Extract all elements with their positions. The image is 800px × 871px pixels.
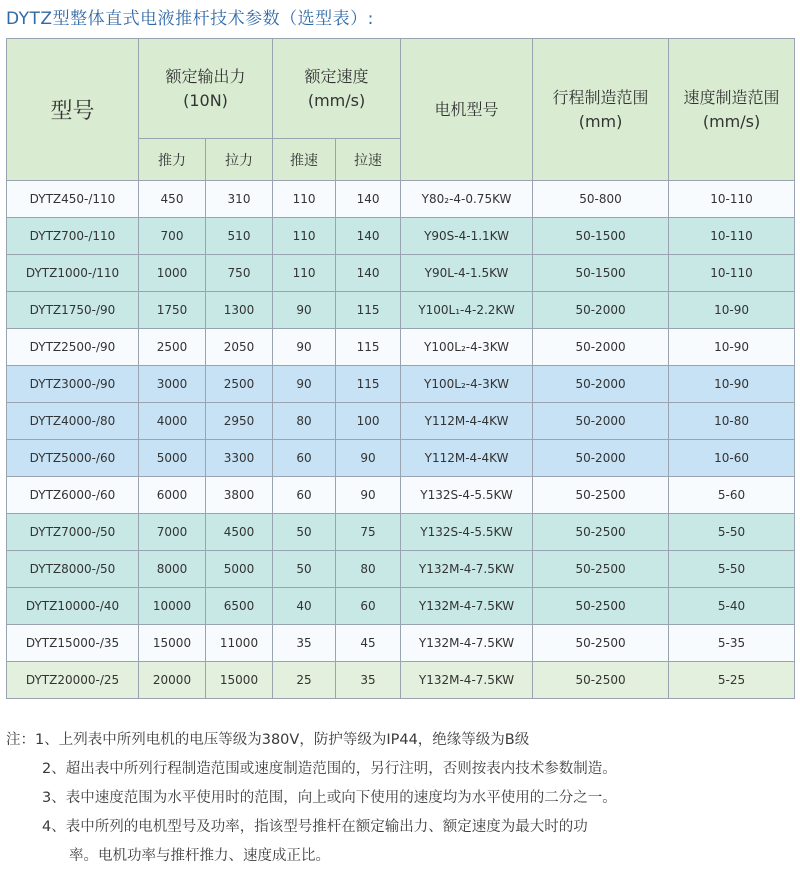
- cell-pull-force: 11000: [206, 625, 273, 662]
- header-rated-speed-unit: (mm/s): [307, 90, 366, 110]
- cell-pull-force: 2050: [206, 329, 273, 366]
- header-rated-output-force-unit: (10N): [183, 90, 228, 110]
- cell-stroke: 50-2500: [533, 477, 669, 514]
- table-body: [7, 181, 795, 699]
- cell-pull-speed: 90: [336, 440, 401, 477]
- cell-pull-speed: 45: [336, 625, 401, 662]
- cell-push-speed: 110: [273, 218, 336, 255]
- table-row: [7, 366, 795, 403]
- cell-speed-range: 10-80: [669, 403, 795, 440]
- cell-push-speed: 80: [273, 403, 336, 440]
- cell-pull-speed: 75: [336, 514, 401, 551]
- cell-pull-speed: 115: [336, 366, 401, 403]
- cell-speed-range: 5-50: [669, 551, 795, 588]
- cell-model: DYTZ450-/110: [7, 181, 139, 218]
- header-model: 型号: [7, 39, 139, 181]
- cell-model: DYTZ1000-/110: [7, 255, 139, 292]
- cell-stroke: 50-2500: [533, 551, 669, 588]
- notes: [6, 726, 796, 871]
- cell-motor: Y80₂-4-0.75KW: [401, 181, 533, 218]
- cell-push-force: 6000: [139, 477, 206, 514]
- cell-stroke: 50-2000: [533, 329, 669, 366]
- table-row: [7, 477, 795, 514]
- cell-push-force: 4000: [139, 403, 206, 440]
- header-stroke-range: [533, 39, 669, 181]
- cell-model: DYTZ1750-/90: [7, 292, 139, 329]
- cell-motor: Y132M-4-7.5KW: [401, 551, 533, 588]
- cell-push-force: 2500: [139, 329, 206, 366]
- note-item-2: [6, 755, 796, 784]
- table-header: [7, 39, 795, 181]
- cell-pull-speed: 115: [336, 329, 401, 366]
- cell-speed-range: 10-90: [669, 329, 795, 366]
- note-text-4: 4、表中所列的电机型号及功率，指该型号推杆在额定输出力、额定速度为最大时的功: [42, 819, 588, 835]
- cell-motor: Y112M-4-4KW: [401, 403, 533, 440]
- note-item-1: [6, 726, 796, 755]
- cell-motor: Y100L₂-4-3KW: [401, 366, 533, 403]
- cell-push-speed: 90: [273, 366, 336, 403]
- cell-push-speed: 35: [273, 625, 336, 662]
- cell-speed-range: 10-110: [669, 218, 795, 255]
- note-item-4-continuation: [6, 842, 796, 871]
- cell-push-speed: 25: [273, 662, 336, 699]
- header-push-force: 推力: [139, 139, 206, 181]
- cell-pull-force: 510: [206, 218, 273, 255]
- header-speed-range-label: 速度制造范围: [683, 87, 780, 107]
- page-title: DYTZ型整体直式电液推杆技术参数（选型表）:: [6, 9, 374, 29]
- cell-stroke: 50-2000: [533, 440, 669, 477]
- cell-pull-speed: 115: [336, 292, 401, 329]
- cell-push-force: 450: [139, 181, 206, 218]
- header-motor-model: 电机型号: [401, 39, 533, 181]
- note-text-4-continuation: 率。电机功率与推杆推力、速度成正比。: [69, 848, 330, 864]
- table-row: [7, 514, 795, 551]
- cell-push-force: 15000: [139, 625, 206, 662]
- header-rated-speed: [273, 39, 401, 139]
- cell-speed-range: 10-110: [669, 255, 795, 292]
- cell-stroke: 50-2500: [533, 625, 669, 662]
- header-rated-speed-label: 额定速度: [304, 66, 369, 86]
- cell-pull-force: 4500: [206, 514, 273, 551]
- cell-speed-range: 5-35: [669, 625, 795, 662]
- cell-pull-speed: 80: [336, 551, 401, 588]
- cell-push-speed: 40: [273, 588, 336, 625]
- cell-push-speed: 60: [273, 440, 336, 477]
- table-row: [7, 329, 795, 366]
- cell-model: DYTZ2500-/90: [7, 329, 139, 366]
- header-rated-output-force-label: 额定输出力: [165, 66, 246, 86]
- table-row: [7, 218, 795, 255]
- cell-push-force: 700: [139, 218, 206, 255]
- cell-stroke: 50-2500: [533, 514, 669, 551]
- cell-pull-force: 6500: [206, 588, 273, 625]
- cell-push-speed: 50: [273, 551, 336, 588]
- cell-stroke: 50-2000: [533, 292, 669, 329]
- cell-push-force: 20000: [139, 662, 206, 699]
- table-row: [7, 255, 795, 292]
- cell-pull-speed: 60: [336, 588, 401, 625]
- cell-pull-speed: 140: [336, 181, 401, 218]
- header-speed-range: [669, 39, 795, 181]
- header-rated-output-force: [139, 39, 273, 139]
- cell-motor: Y100L₂-4-3KW: [401, 329, 533, 366]
- cell-model: DYTZ700-/110: [7, 218, 139, 255]
- cell-model: DYTZ7000-/50: [7, 514, 139, 551]
- cell-pull-force: 3800: [206, 477, 273, 514]
- note-text-1: 1、上列表中所列电机的电压等级为380V，防护等级为IP44，绝缘等级为B级: [35, 732, 530, 748]
- cell-stroke: 50-2500: [533, 588, 669, 625]
- cell-speed-range: 5-50: [669, 514, 795, 551]
- header-stroke-range-unit: (mm): [578, 111, 623, 131]
- cell-pull-force: 5000: [206, 551, 273, 588]
- cell-push-force: 7000: [139, 514, 206, 551]
- cell-push-speed: 90: [273, 329, 336, 366]
- cell-pull-force: 750: [206, 255, 273, 292]
- cell-pull-force: 3300: [206, 440, 273, 477]
- cell-motor: Y90L-4-1.5KW: [401, 255, 533, 292]
- cell-model: DYTZ15000-/35: [7, 625, 139, 662]
- cell-model: DYTZ8000-/50: [7, 551, 139, 588]
- header-push-speed: 推速: [273, 139, 336, 181]
- header-pull-force: 拉力: [206, 139, 273, 181]
- cell-model: DYTZ10000-/40: [7, 588, 139, 625]
- cell-speed-range: 5-40: [669, 588, 795, 625]
- cell-stroke: 50-2000: [533, 366, 669, 403]
- cell-push-force: 3000: [139, 366, 206, 403]
- cell-push-speed: 90: [273, 292, 336, 329]
- spec-table: [6, 38, 795, 699]
- cell-speed-range: 10-90: [669, 292, 795, 329]
- table-row: [7, 181, 795, 218]
- table-row: [7, 551, 795, 588]
- cell-pull-speed: 90: [336, 477, 401, 514]
- cell-pull-speed: 140: [336, 218, 401, 255]
- cell-push-force: 5000: [139, 440, 206, 477]
- cell-model: DYTZ6000-/60: [7, 477, 139, 514]
- cell-pull-speed: 35: [336, 662, 401, 699]
- table-row: [7, 625, 795, 662]
- cell-motor: Y132S-4-5.5KW: [401, 514, 533, 551]
- note-text-2: 2、超出表中所列行程制造范围或速度制造范围的，另行注明，否则按表内技术参数制造。: [42, 761, 617, 777]
- cell-push-speed: 110: [273, 255, 336, 292]
- note-prefix: 注：: [6, 732, 35, 748]
- cell-pull-force: 310: [206, 181, 273, 218]
- cell-pull-force: 2950: [206, 403, 273, 440]
- cell-stroke: 50-1500: [533, 218, 669, 255]
- cell-model: DYTZ4000-/80: [7, 403, 139, 440]
- table-row: [7, 292, 795, 329]
- cell-model: DYTZ20000-/25: [7, 662, 139, 699]
- table-row: [7, 440, 795, 477]
- cell-push-speed: 50: [273, 514, 336, 551]
- cell-push-force: 1750: [139, 292, 206, 329]
- cell-push-force: 1000: [139, 255, 206, 292]
- cell-speed-range: 5-25: [669, 662, 795, 699]
- cell-motor: Y112M-4-4KW: [401, 440, 533, 477]
- header-speed-range-unit: (mm/s): [702, 111, 761, 131]
- cell-stroke: 50-2500: [533, 662, 669, 699]
- cell-motor: Y100L₁-4-2.2KW: [401, 292, 533, 329]
- note-item-3: [6, 784, 796, 813]
- cell-pull-force: 2500: [206, 366, 273, 403]
- cell-pull-speed: 140: [336, 255, 401, 292]
- cell-speed-range: 10-60: [669, 440, 795, 477]
- cell-motor: Y90S-4-1.1KW: [401, 218, 533, 255]
- cell-motor: Y132S-4-5.5KW: [401, 477, 533, 514]
- cell-pull-force: 15000: [206, 662, 273, 699]
- cell-speed-range: 10-90: [669, 366, 795, 403]
- cell-model: DYTZ3000-/90: [7, 366, 139, 403]
- table-row: [7, 588, 795, 625]
- cell-model: DYTZ5000-/60: [7, 440, 139, 477]
- header-pull-speed: 拉速: [336, 139, 401, 181]
- table-row: [7, 662, 795, 699]
- cell-push-speed: 60: [273, 477, 336, 514]
- cell-stroke: 50-800: [533, 181, 669, 218]
- cell-motor: Y132M-4-7.5KW: [401, 662, 533, 699]
- cell-stroke: 50-1500: [533, 255, 669, 292]
- cell-motor: Y132M-4-7.5KW: [401, 625, 533, 662]
- cell-push-speed: 110: [273, 181, 336, 218]
- cell-speed-range: 10-110: [669, 181, 795, 218]
- cell-motor: Y132M-4-7.5KW: [401, 588, 533, 625]
- header-stroke-range-label: 行程制造范围: [552, 87, 649, 107]
- cell-pull-force: 1300: [206, 292, 273, 329]
- cell-push-force: 8000: [139, 551, 206, 588]
- cell-speed-range: 5-60: [669, 477, 795, 514]
- table-row: [7, 403, 795, 440]
- cell-stroke: 50-2000: [533, 403, 669, 440]
- cell-push-force: 10000: [139, 588, 206, 625]
- note-text-3: 3、表中速度范围为水平使用时的范围，向上或向下使用的速度均为水平使用的二分之一。: [42, 790, 617, 806]
- note-item-4: [6, 813, 796, 842]
- cell-pull-speed: 100: [336, 403, 401, 440]
